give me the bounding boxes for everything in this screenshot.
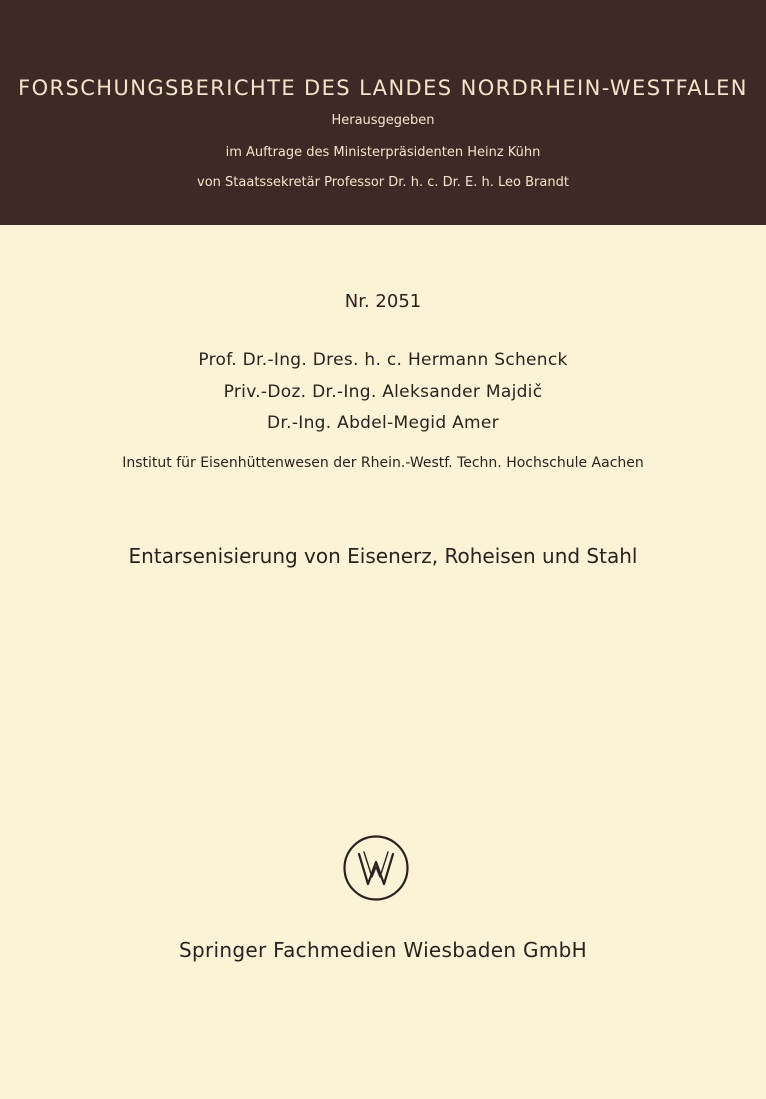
author-1: Prof. Dr.-Ing. Dres. h. c. Hermann Schenck (198, 350, 568, 370)
series-title: FORSCHUNGSBERICHTE DES LANDES NORDRHEIN-WESTFALEN (18, 76, 748, 100)
series-header-band (0, 0, 766, 225)
editor-line-1: Herausgegeben (331, 113, 435, 128)
institute: Institut für Eisenhüttenwesen der Rhein.-Westf. Techn. Hochschule Aachen (122, 455, 644, 471)
editor-line-3: von Staatssekretär Professor Dr. h. c. Dr. E. h. Leo Brandt (197, 175, 569, 190)
publisher-name: Springer Fachmedien Wiesbaden GmbH (179, 938, 587, 962)
author-2: Priv.-Doz. Dr.-Ing. Aleksander Majdič (223, 382, 543, 402)
publisher-logo-icon (342, 834, 410, 902)
report-title: Entarsenisierung von Eisenerz, Roheisen und Stahl (128, 544, 638, 568)
editor-line-2: im Auftrage des Ministerpräsidenten Heinz Kühn (225, 145, 541, 160)
report-number: Nr. 2051 (344, 291, 422, 312)
author-3: Dr.-Ing. Abdel-Megid Amer (267, 413, 499, 433)
